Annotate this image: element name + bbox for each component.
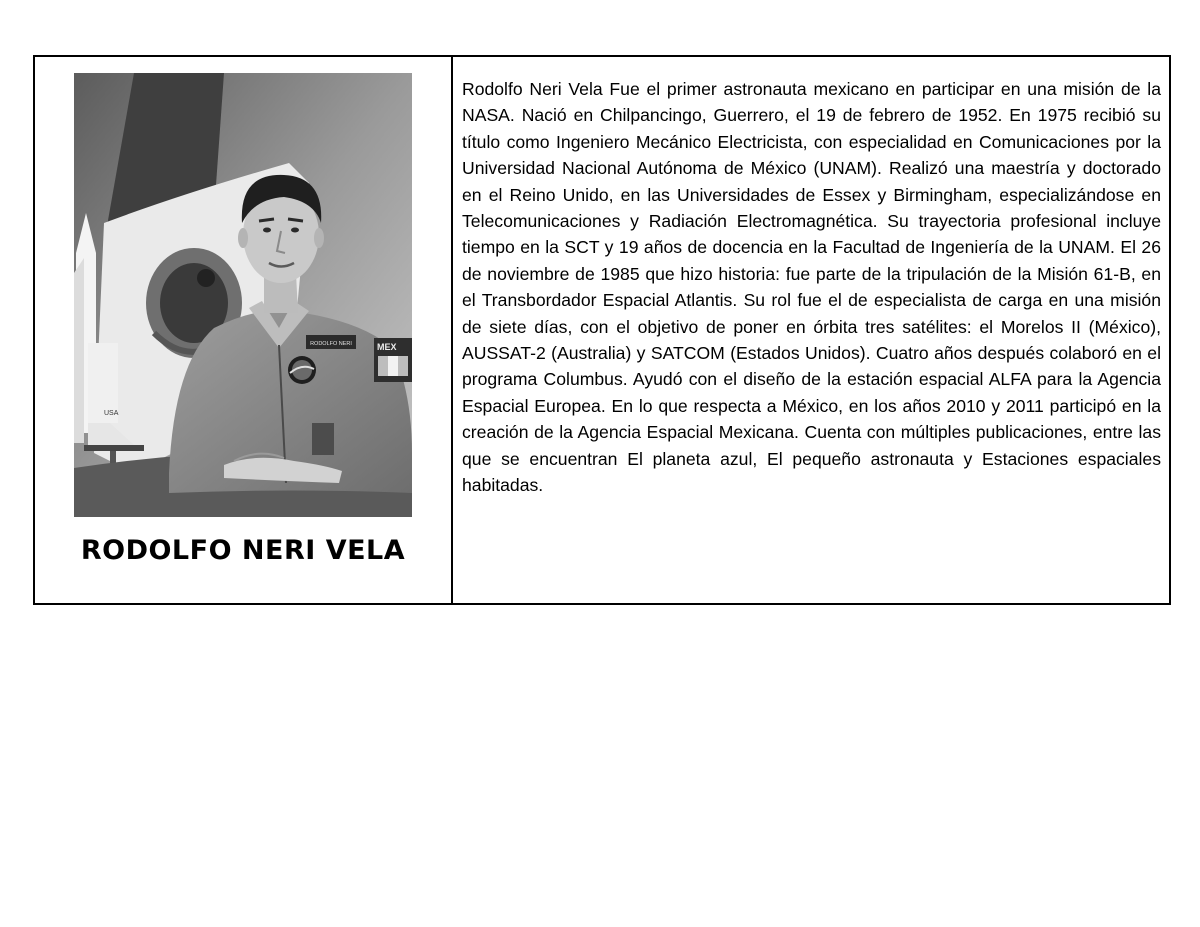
person-name-heading: RODOLFO NERI VELA — [80, 535, 406, 566]
suit-name-tag — [306, 335, 356, 349]
portrait-cell — [35, 57, 453, 603]
svg-text:USA: USA — [104, 410, 119, 417]
svg-text:RODOLFO NERI: RODOLFO NERI — [310, 341, 352, 347]
svg-text:MEX: MEX — [377, 342, 397, 352]
biography-card — [33, 55, 1171, 605]
mex-flag-patch — [374, 338, 412, 382]
nasa-patch-icon — [288, 356, 316, 384]
biography-text: Rodolfo Neri Vela Fue el primer astronauta mexicano en participar en una misión de la NASA. Nació en Chilpancingo, Guerrero, el 19 de febrero de 1952. En 1975 recibió su título como Ingeniero Mecánico Electricista, con especialidad en Comunicaciones por la Universidad Nacional Autónoma de México (UNAM). Realizó una maestría y doctorado en el Reino Unido, en las Universidades de Essex y Birmingham, especializándose en Telecomunicaciones y Radiación Electromagnética. Su trayectoria profesional incluye tiempo en la SCT y 19 años de docencia en la Facultad de Ingeniería de la UNAM. El 26 de noviembre de 1985 que hizo historia: fue parte de la tripulación de la Misión 61-B, en el Transbordador Espacial Atlantis. Su rol fue el de especialista de carga en una misión de siete días, con el objetivo de poner en órbita tres satélites: el Morelos II (México), AUSSAT-2 (Australia) y SATCOM (Estados Unidos). Cuatro años después colaboró en el programa Columbus. Ayudó con el diseño de la estación espacial ALFA para la Agencia Espacial Europea. En lo que respecta a México, en los años 2010 y 2011 participó en la creación de la Agencia Espacial Mexicana. Cuenta con múltiples publicaciones, entre las que se encuentran El planeta azul, El pequeño astronauta y Estaciones espaciales habitadas. — [462, 79, 1161, 496]
astronaut-portrait-photo — [74, 73, 412, 517]
biography-cell — [453, 57, 1169, 603]
